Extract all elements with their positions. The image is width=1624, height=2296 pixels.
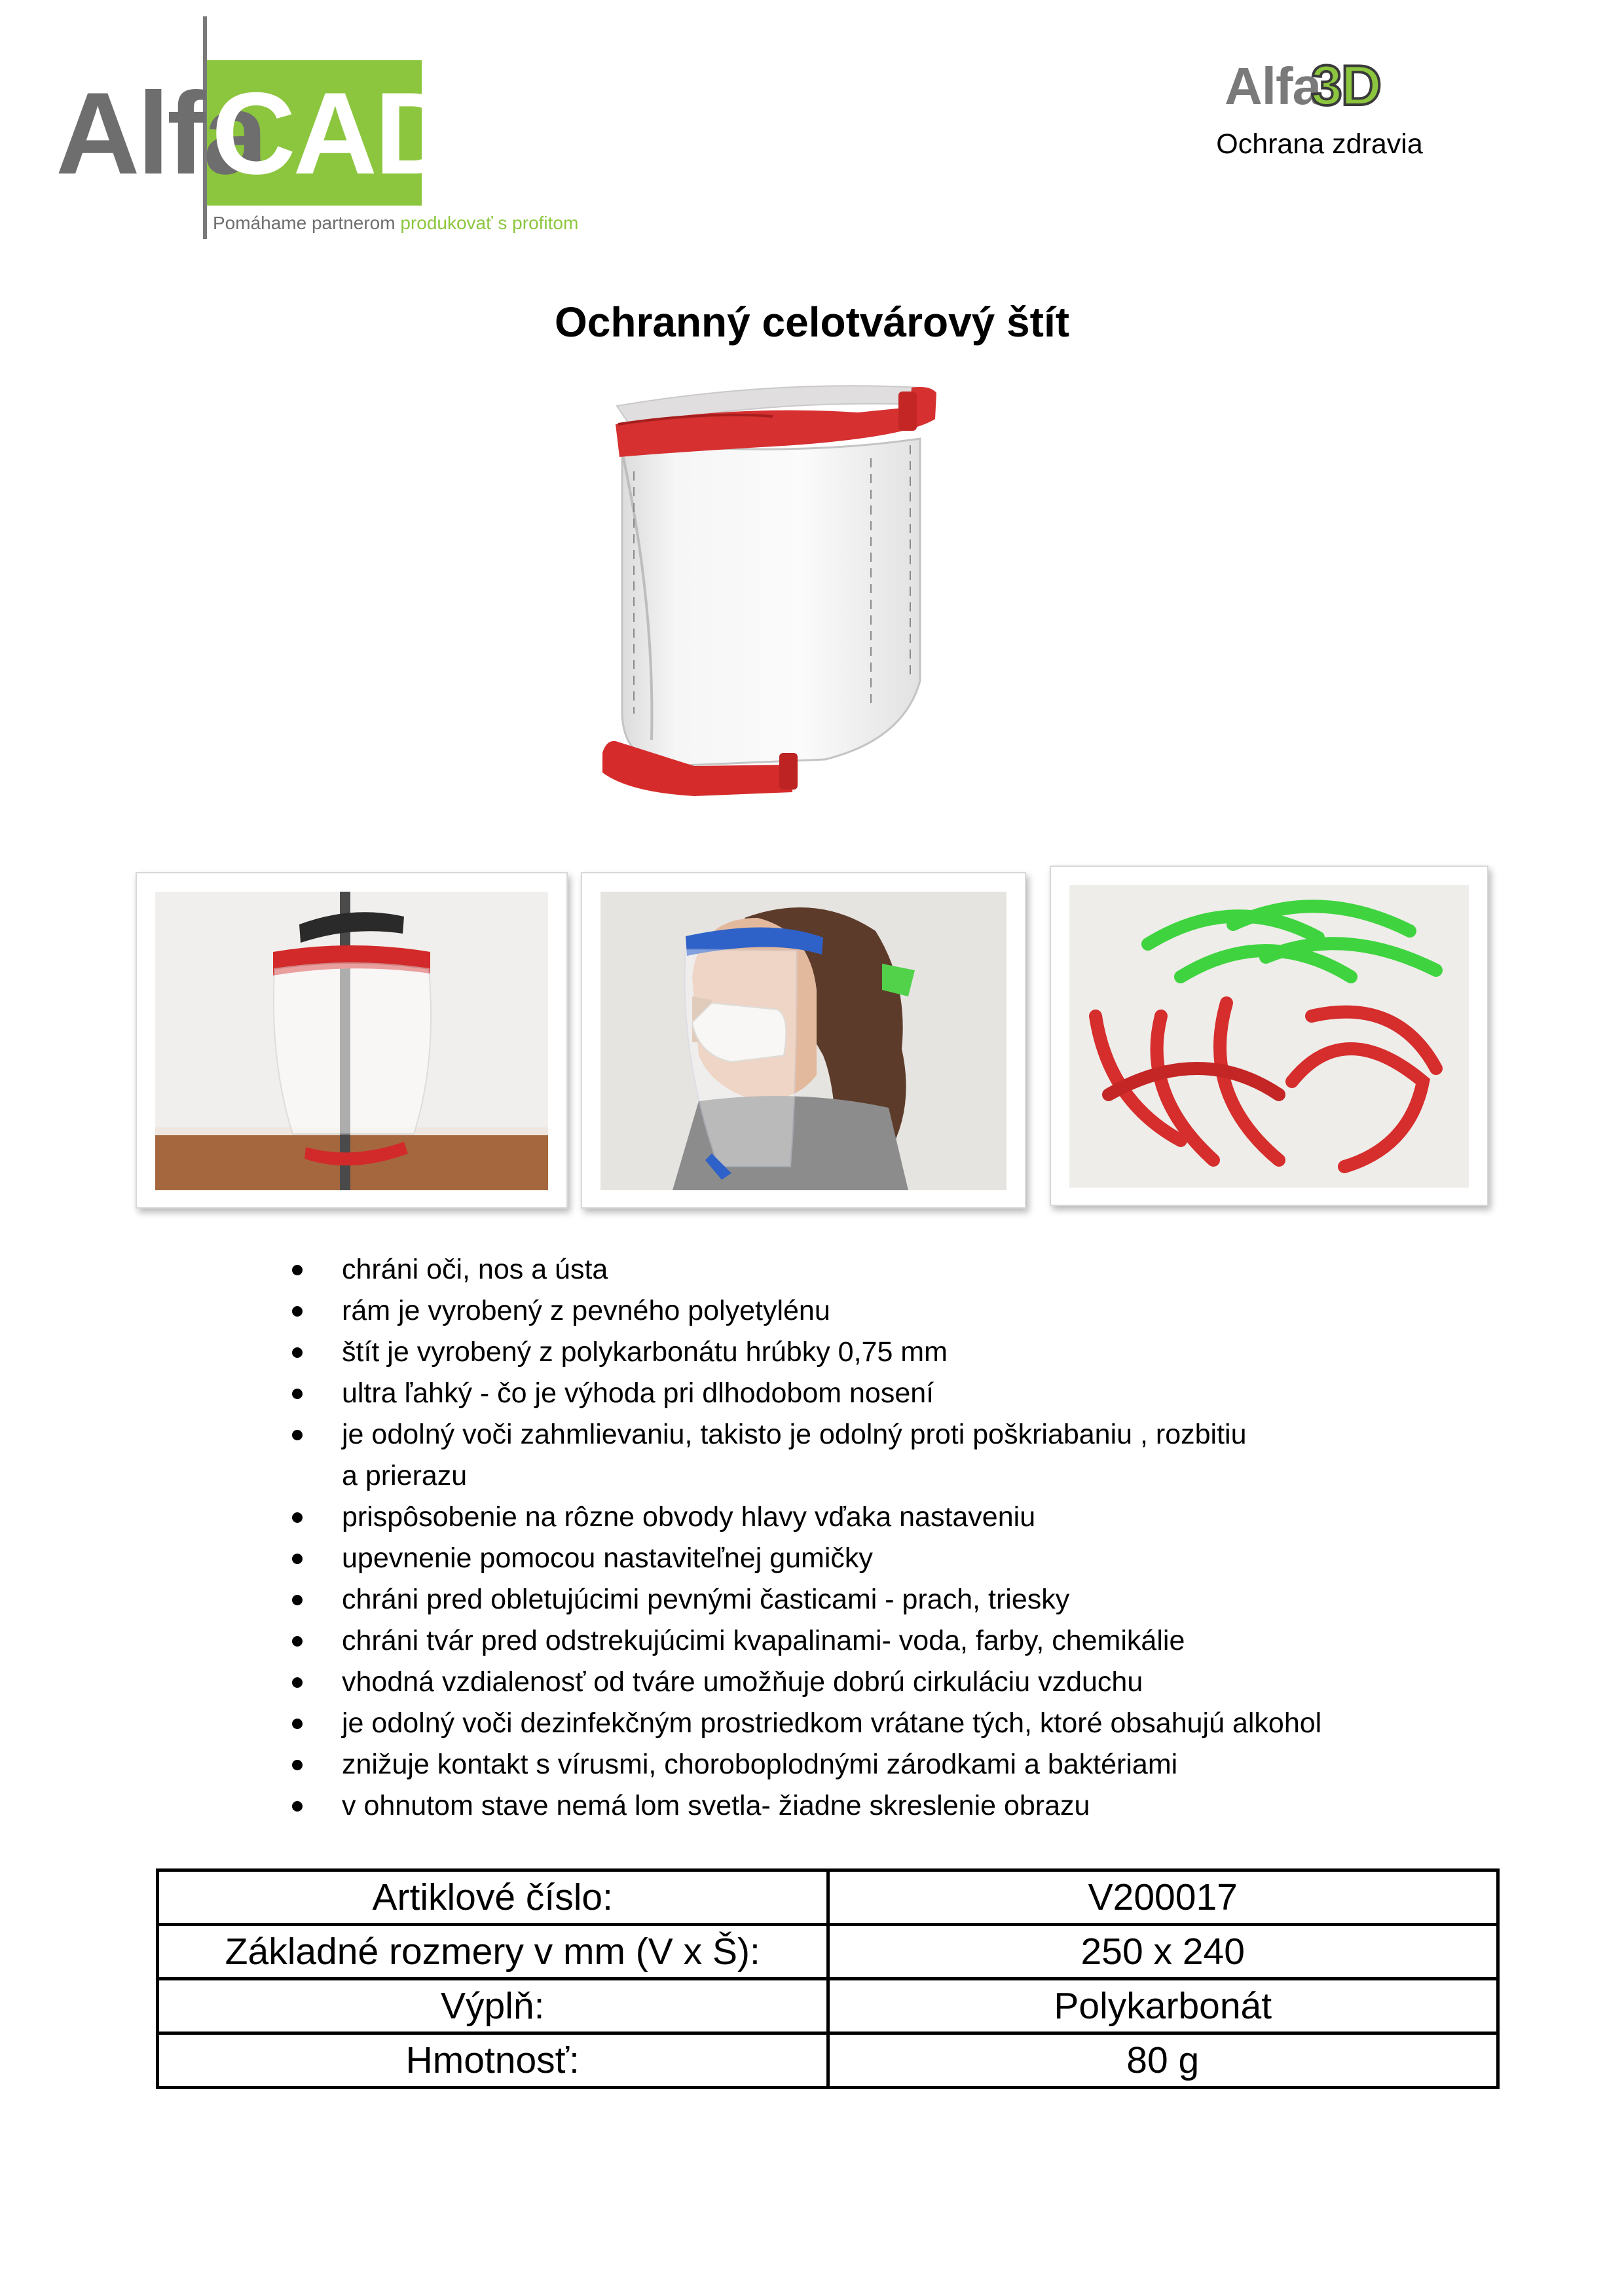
- woman-wearing-shield-photo: [581, 872, 1026, 1209]
- table-row: [158, 2033, 1498, 2088]
- shield-on-stand-photo: [136, 872, 568, 1209]
- logo-tagline: [213, 213, 578, 234]
- feature-item: štít je vyrobený z polykarbonátu hrúbky 0,75 mm: [288, 1332, 1467, 1373]
- feature-item: chráni pred obletujúcimi pevnými časticami - prach, triesky: [288, 1579, 1467, 1620]
- spec-label: Výplň:: [158, 1979, 828, 2033]
- shield-frames-pile-photo-svg: [1069, 885, 1469, 1188]
- spec-label: Základné rozmery v mm (V x Š):: [158, 1925, 828, 1979]
- table-row: [158, 1925, 1498, 1979]
- feature-item: v ohnutom stave nemá lom svetla- žiadne skreslenie obrazu: [288, 1785, 1467, 1827]
- face-shield-render: [576, 373, 943, 805]
- feature-item: je odolný voči zahmlievaniu, takisto je odolný proti poškriabaniu , rozbitiu: [288, 1414, 1467, 1455]
- spec-label: Artiklové číslo:: [158, 1870, 828, 1925]
- tagline-green: produkovať s profitom: [400, 213, 579, 233]
- alfacad-logo: [56, 13, 579, 249]
- woman-wearing-shield-photo-svg: [600, 892, 1006, 1190]
- shield-on-stand-photo-svg: [155, 892, 548, 1190]
- logo3d-alfa-word: Alfa: [1225, 57, 1321, 115]
- page-title: Ochranný celotvárový štít: [554, 299, 1070, 346]
- feature-item: upevnenie pomocou nastaviteľnej gumičky: [288, 1538, 1467, 1579]
- feature-item: chráni oči, nos a ústa: [288, 1249, 1467, 1290]
- feature-item: prispôsobenie na rôzne obvody hlavy vďaka nastaveniu: [288, 1497, 1467, 1538]
- spec-table: [156, 1868, 1500, 2089]
- spec-value: Polykarbonát: [828, 1979, 1498, 2033]
- header-subtitle: Ochrana zdravia: [1216, 128, 1423, 160]
- spec-value: 80 g: [828, 2033, 1498, 2088]
- table-row: [158, 1870, 1498, 1925]
- feature-item-continuation: a prierazu: [342, 1460, 468, 1491]
- table-row: [158, 1979, 1498, 2033]
- feature-item: chráni tvár pred odstrekujúcimi kvapalinami- voda, farby, chemikálie: [288, 1620, 1467, 1662]
- feature-item: ultra ľahký - čo je výhoda pri dlhodobom nosení: [288, 1373, 1467, 1414]
- spec-value: V200017: [828, 1870, 1498, 1925]
- logo3d-3d-word: 3D: [1311, 54, 1380, 117]
- feature-item: znižuje kontakt s vírusmi, choroboplodnými zárodkami a baktériami: [288, 1744, 1467, 1785]
- feature-item: vhodná vzdialenosť od tváre umožňuje dobrú cirkuláciu vzduchu: [288, 1662, 1467, 1703]
- feature-item: rám je vyrobený z pevného polyetylénu: [288, 1290, 1467, 1332]
- tagline-gray: Pomáhame partnerom: [213, 213, 401, 233]
- shield-frames-pile-photo: [1050, 866, 1488, 1206]
- features-list: [288, 1249, 1467, 1827]
- face-shield-render-svg: [576, 373, 943, 805]
- logo-cad-word: CAD: [212, 68, 456, 198]
- alfa3d-logo: [1225, 54, 1441, 126]
- logo-alfa-word: Alfa: [56, 68, 266, 198]
- spec-label: Hmotnosť:: [158, 2033, 828, 2088]
- feature-item: je odolný voči dezinfekčným prostriedkom vrátane tých, ktoré obsahujú alkohol: [288, 1703, 1467, 1744]
- spec-value: 250 x 240: [828, 1925, 1498, 1979]
